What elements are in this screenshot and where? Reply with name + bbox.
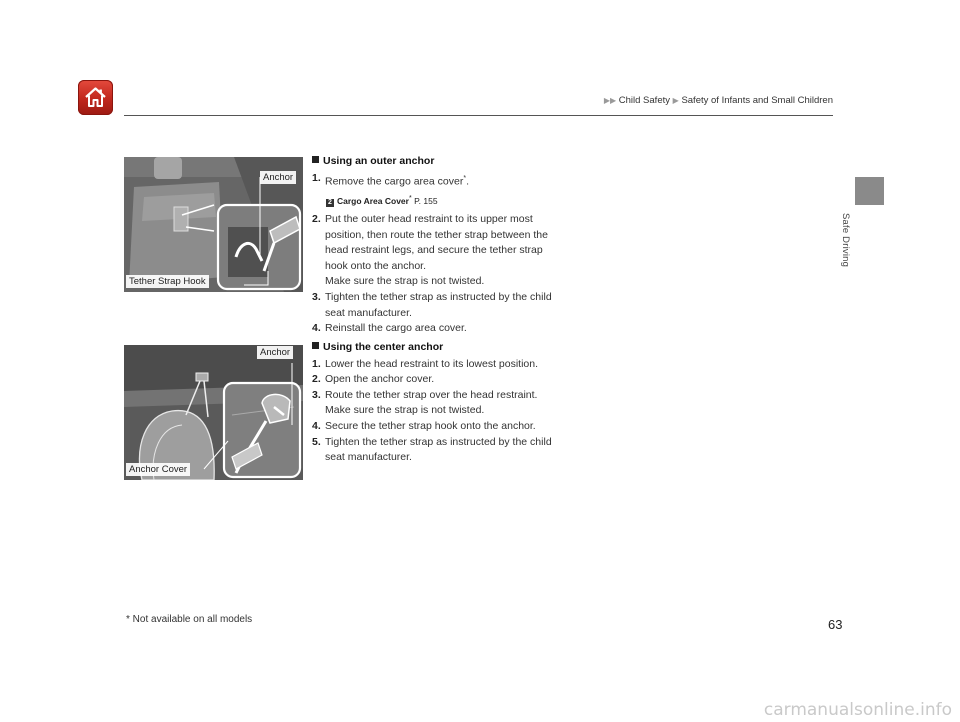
square-bullet-icon [312, 342, 319, 349]
step-item: 2. Open the anchor cover. [312, 373, 435, 386]
chapter-tab-label: Safe Driving [840, 213, 851, 268]
step-item: 2. Put the outer head restraint to its upper most position, then route the tether strap between the head restraint legs, and secure the tether strap hook onto the anchor. Make sure the strap is not twisted. [312, 213, 548, 288]
chapter-tab[interactable] [855, 177, 884, 205]
breadcrumb [604, 95, 833, 106]
label-anchor-cover: Anchor Cover [126, 463, 190, 476]
breadcrumb-arrow-icon: ▶▶ [603, 96, 617, 105]
center-anchor-figure [124, 345, 303, 480]
outer-anchor-figure [124, 157, 303, 292]
step-item: 4. Reinstall the cargo area cover. [312, 322, 467, 335]
breadcrumb-item-child-safety[interactable]: Child Safety [618, 95, 670, 106]
breadcrumb-item-safety-infants[interactable]: Safety of Infants and Small Children [681, 95, 833, 106]
footnote: * Not available on all models [126, 614, 253, 625]
home-icon [83, 85, 108, 110]
cross-reference-icon: 2 [326, 199, 334, 207]
square-bullet-icon [312, 156, 319, 163]
step-item: 4. Secure the tether strap hook onto the anchor. [312, 419, 536, 432]
breadcrumb-separator-icon: ▶ [672, 96, 679, 105]
label-tether-strap-hook: Tether Strap Hook [126, 275, 209, 288]
section-center-anchor [312, 340, 562, 466]
header-rule [124, 115, 833, 116]
section-heading: Using the center anchor [312, 340, 562, 356]
step-item: 1. Remove the cargo area cover*. [312, 171, 469, 188]
step-item: 3. Tighten the tether strap as instructed by the child seat manufacturer. [312, 291, 552, 319]
section-heading: Using an outer anchor [312, 154, 562, 170]
center-anchor-illustration [124, 345, 303, 480]
label-anchor: Anchor [260, 171, 296, 184]
step-item: 3. Route the tether strap over the head restraint. Make sure the strap is not twisted. [312, 388, 538, 417]
page-number: 63 [828, 617, 843, 632]
home-button[interactable] [78, 80, 113, 115]
step-item: 1. Lower the head restraint to its lowest position. [312, 357, 539, 370]
cross-reference-link[interactable]: 2 Cargo Area Cover* P. 155 [312, 191, 562, 209]
step-item: 5. Tighten the tether strap as instructed by the child seat manufacturer. [312, 435, 552, 464]
label-anchor: Anchor [257, 346, 293, 359]
watermark: carmanualsonline.info [763, 700, 952, 720]
section-outer-anchor [312, 154, 562, 337]
